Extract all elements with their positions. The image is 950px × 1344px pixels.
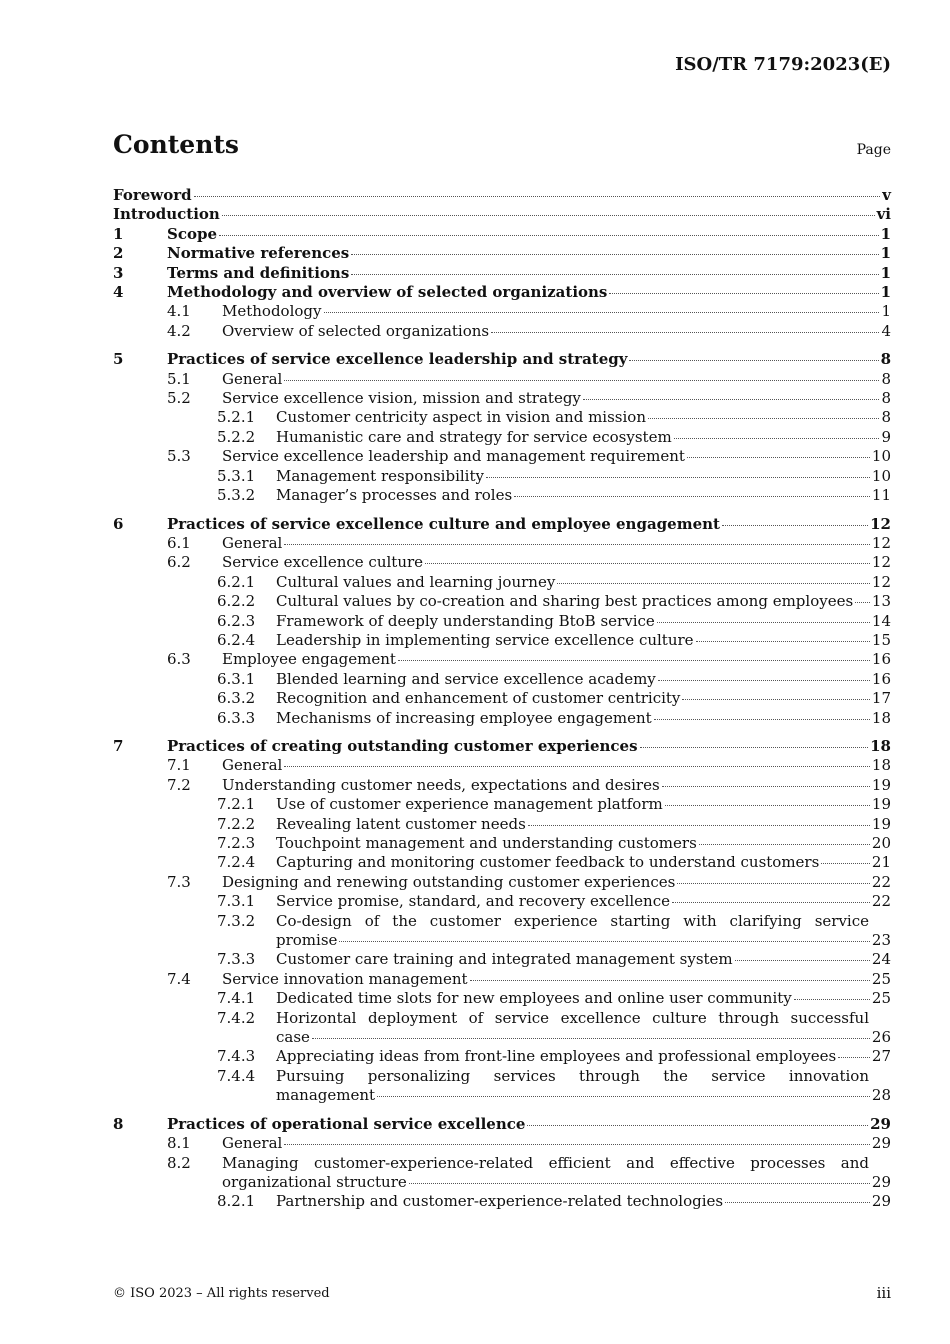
- toc-entry-title: Capturing and monitoring customer feedback to understand customers: [276, 853, 820, 872]
- toc-entry-title: Scope: [167, 224, 218, 243]
- toc-entry-title: Service innovation management: [222, 969, 468, 988]
- document-id-header: ISO/TR 7179:2023(E): [675, 54, 891, 75]
- toc-entry-number: 7.2.4: [217, 853, 256, 872]
- toc-entry-page: 1: [880, 283, 891, 302]
- toc-entry-number: 8.2: [167, 1153, 191, 1172]
- toc-entry-title: Co-design of the customer experience starting with clarifying service: [276, 911, 869, 930]
- toc-entry[interactable]: [113, 1154, 891, 1193]
- toc-entry[interactable]: [113, 853, 891, 872]
- toc-entry-number: 6.3.2: [217, 689, 256, 708]
- dot-leader: [284, 766, 870, 767]
- toc-entry-number: 5.2: [167, 389, 191, 408]
- dot-leader: [648, 418, 879, 419]
- toc-entry[interactable]: [113, 1192, 891, 1211]
- toc-entry[interactable]: [113, 670, 891, 689]
- toc-entry-page: 29: [870, 1114, 891, 1133]
- toc-entry-title: Mechanisms of increasing employee engagement: [276, 708, 652, 727]
- toc-entry-title: General: [222, 533, 283, 552]
- toc-entry-number: 7.3.1: [217, 892, 256, 911]
- toc-entry-number: 1: [113, 224, 124, 243]
- toc-entry-title: Dedicated time slots for new employees and online user community: [276, 989, 792, 1008]
- toc-entry-title: Use of customer experience management platform: [276, 795, 663, 814]
- toc-entry[interactable]: [113, 322, 891, 341]
- toc-entry-number: 5.2.1: [217, 408, 256, 427]
- toc-entry-title: Practices of service excellence culture and employee engagement: [167, 514, 720, 533]
- toc-entry-number: 6.3: [167, 650, 191, 669]
- toc-entry-number: 5.3.2: [217, 486, 256, 505]
- toc-entry-page: 11: [871, 486, 891, 505]
- toc-entry-title: Normative references: [167, 244, 350, 263]
- dot-leader: [324, 312, 880, 313]
- toc-entry-title: Employee engagement: [222, 650, 396, 669]
- toc-entry-page: 25: [871, 969, 891, 988]
- toc-entry-page: 19: [871, 814, 891, 833]
- toc-entry-number: 6.2.1: [217, 572, 256, 591]
- dot-leader: [583, 399, 880, 400]
- toc-entry[interactable]: [113, 515, 891, 534]
- page-column-label: Page: [856, 142, 891, 158]
- toc-entry-number: 7.4.1: [217, 989, 256, 1008]
- dot-leader: [609, 293, 878, 294]
- toc-entry-title: Horizontal deployment of service excellence culture through successful: [276, 1008, 869, 1027]
- toc-entry-page: 21: [871, 853, 891, 872]
- toc-entry-title: General: [222, 369, 283, 388]
- dot-leader: [528, 825, 870, 826]
- toc-entry-page: 12: [871, 572, 891, 591]
- toc-entry-title: Methodology and overview of selected organizations: [167, 283, 608, 302]
- dot-leader: [351, 254, 878, 255]
- table-of-contents: [113, 186, 891, 1212]
- toc-entry-number: 6.1: [167, 533, 191, 552]
- toc-entry-page: 24: [871, 950, 891, 969]
- dot-leader: [672, 902, 870, 903]
- toc-entry-title: Service promise, standard, and recovery excellence: [276, 892, 670, 911]
- toc-entry-page: 4: [881, 321, 891, 340]
- toc-entry-title: Service excellence vision, mission and strategy: [222, 389, 581, 408]
- toc-entry-page: 12: [871, 553, 891, 572]
- dot-leader: [735, 960, 870, 961]
- toc-entry-page: 28: [871, 1086, 891, 1105]
- toc-entry-page: 16: [871, 669, 891, 688]
- dot-leader: [677, 883, 870, 884]
- toc-entry[interactable]: [113, 186, 891, 205]
- toc-entry[interactable]: [113, 1134, 891, 1153]
- toc-entry-title: Foreword: [113, 186, 192, 204]
- toc-entry-title: Service excellence culture: [222, 553, 424, 572]
- toc-entry-page: 17: [871, 689, 891, 708]
- toc-entry[interactable]: [113, 573, 891, 592]
- dot-leader: [194, 196, 881, 197]
- toc-entry-title: Pursuing personalizing services through the service innovation: [276, 1066, 869, 1085]
- toc-entry-number: 6.3.3: [217, 708, 256, 727]
- toc-entry-title: Blended learning and service excellence academy: [276, 669, 656, 688]
- toc-entry-page: 29: [871, 1192, 891, 1211]
- toc-entry-title: Cultural values and learning journey: [276, 572, 556, 591]
- toc-entry-number: 5.2.2: [217, 427, 256, 446]
- toc-entry-page: 1: [880, 244, 891, 263]
- toc-entry[interactable]: [113, 1067, 891, 1106]
- toc-entry-page: 18: [871, 756, 891, 775]
- toc-entry-number: 8.2.1: [217, 1192, 256, 1211]
- toc-entry-title: Designing and renewing outstanding customer experiences: [222, 872, 676, 891]
- toc-entry[interactable]: [113, 592, 891, 611]
- toc-entry[interactable]: [113, 912, 891, 951]
- toc-entry-page: v: [882, 186, 891, 204]
- dot-leader: [514, 496, 870, 497]
- dot-leader: [722, 525, 868, 526]
- toc-entry[interactable]: [113, 650, 891, 669]
- toc-entry-title: Practices of operational service excellence: [167, 1114, 526, 1133]
- toc-entry-number: 7.3: [167, 872, 191, 891]
- toc-entry-page: vi: [876, 205, 891, 224]
- toc-entry-page: 22: [871, 892, 891, 911]
- toc-entry-number: 6.2: [167, 553, 191, 572]
- dot-leader: [284, 544, 870, 545]
- toc-entry[interactable]: [113, 370, 891, 389]
- dot-leader: [699, 844, 870, 845]
- toc-entry-page: 9: [881, 427, 891, 446]
- toc-entry-page: 14: [871, 611, 891, 630]
- toc-entry[interactable]: [113, 1009, 891, 1048]
- toc-entry[interactable]: [113, 408, 891, 427]
- toc-entry-number: 4: [113, 283, 124, 302]
- toc-entry-page: 10: [871, 466, 891, 485]
- toc-entry-title: Practices of service excellence leadership and strategy: [167, 350, 628, 369]
- dot-leader: [658, 680, 870, 681]
- toc-entry-page: 1: [881, 302, 891, 321]
- toc-entry[interactable]: [113, 612, 891, 631]
- toc-entry-title: Revealing latent customer needs: [276, 814, 526, 833]
- page-number: iii: [876, 1284, 891, 1302]
- toc-entry-title: Management responsibility: [276, 466, 484, 485]
- dot-leader: [219, 235, 879, 236]
- toc-entry-page: 19: [871, 795, 891, 814]
- dot-leader: [662, 786, 870, 787]
- dot-leader: [682, 699, 870, 700]
- toc-entry[interactable]: [113, 428, 891, 447]
- dot-leader: [284, 380, 879, 381]
- toc-entry-title: Humanistic care and strategy for service ecosystem: [276, 427, 672, 446]
- toc-entry[interactable]: [113, 205, 891, 224]
- toc-entry-number: 7.1: [167, 756, 191, 775]
- dot-leader: [687, 457, 870, 458]
- toc-entry-title: case: [276, 1028, 310, 1047]
- toc-entry[interactable]: [113, 873, 891, 892]
- toc-entry-number: 8: [113, 1114, 124, 1133]
- toc-entry-page: 26: [871, 1028, 891, 1047]
- dot-leader: [629, 360, 878, 361]
- toc-entry-page: 1: [880, 263, 891, 282]
- toc-entry[interactable]: [113, 795, 891, 814]
- toc-entry[interactable]: [113, 970, 891, 989]
- toc-entry-number: 3: [113, 263, 124, 282]
- toc-entry-page: 22: [871, 872, 891, 891]
- toc-entry-number: 7.3.3: [217, 950, 256, 969]
- dot-leader: [855, 602, 870, 603]
- toc-entry-title: Partnership and customer-experience-related technologies: [276, 1192, 724, 1211]
- toc-entry-number: 2: [113, 244, 124, 263]
- toc-entry-title: Recognition and enhancement of customer centricity: [276, 689, 681, 708]
- dot-leader: [640, 747, 869, 748]
- toc-entry-number: 4.2: [167, 321, 191, 340]
- toc-entry-number: 6.2.4: [217, 630, 256, 649]
- toc-entry-page: 19: [871, 775, 891, 794]
- toc-entry[interactable]: [113, 389, 891, 408]
- dot-leader: [674, 438, 880, 439]
- dot-leader: [339, 941, 870, 942]
- toc-entry[interactable]: [113, 467, 891, 486]
- copyright-footer: © ISO 2023 – All rights reserved: [113, 1286, 330, 1301]
- toc-entry-page: 18: [870, 736, 891, 755]
- dot-leader: [486, 477, 870, 478]
- toc-entry-title: Overview of selected organizations: [222, 321, 490, 340]
- dot-leader: [527, 1125, 868, 1126]
- dot-leader: [470, 980, 870, 981]
- toc-entry-number: 7.2.3: [217, 834, 256, 852]
- toc-entry[interactable]: [113, 631, 891, 650]
- toc-entry[interactable]: [113, 737, 891, 756]
- page-title: Contents: [113, 130, 240, 159]
- dot-leader: [665, 805, 870, 806]
- toc-entry-number: 7.2.1: [217, 795, 256, 814]
- dot-leader: [654, 719, 870, 720]
- toc-entry[interactable]: [113, 302, 891, 321]
- toc-entry-page: 1: [880, 224, 891, 243]
- toc-entry-page: 15: [871, 630, 891, 649]
- toc-entry-title: Customer centricity aspect in vision and mission: [276, 408, 646, 427]
- toc-entry-title: promise: [276, 931, 338, 950]
- toc-entry[interactable]: [113, 534, 891, 553]
- toc-entry[interactable]: [113, 225, 891, 244]
- toc-entry[interactable]: [113, 950, 891, 969]
- toc-entry-title: organizational structure: [222, 1172, 407, 1191]
- toc-entry-page: 29: [871, 1134, 891, 1153]
- toc-entry[interactable]: [113, 815, 891, 834]
- toc-entry[interactable]: [113, 447, 891, 466]
- toc-entry-number: 7.2: [167, 775, 191, 794]
- toc-entry-number: 6.3.1: [217, 669, 256, 688]
- toc-entry-title: Cultural values by co-creation and sharing best practices among employees: [276, 592, 854, 611]
- toc-entry-page: 8: [881, 389, 891, 408]
- toc-entry-number: 6: [113, 514, 124, 533]
- toc-entry-page: 10: [871, 447, 891, 466]
- toc-entry-title: Manager’s processes and roles: [276, 486, 513, 505]
- toc-entry-number: 5.3: [167, 447, 191, 466]
- toc-entry-title: Customer care training and integrated management system: [276, 950, 733, 969]
- toc-entry-page: 8: [881, 369, 891, 388]
- dot-leader: [351, 274, 878, 275]
- toc-entry[interactable]: [113, 776, 891, 795]
- toc-entry[interactable]: [113, 553, 891, 572]
- toc-entry-page: 23: [871, 931, 891, 950]
- toc-entry[interactable]: [113, 709, 891, 728]
- dot-leader: [398, 660, 870, 661]
- dot-leader: [284, 1144, 870, 1145]
- toc-entry-number: 6.2.3: [217, 611, 256, 630]
- toc-entry-page: 13: [871, 592, 891, 611]
- dot-leader: [425, 563, 870, 564]
- toc-entry-page: 12: [871, 533, 891, 552]
- toc-entry[interactable]: [113, 989, 891, 1008]
- toc-entry-title: General: [222, 756, 283, 775]
- toc-entry-title: General: [222, 1134, 283, 1153]
- toc-entry[interactable]: [113, 486, 891, 505]
- toc-entry[interactable]: [113, 756, 891, 775]
- toc-entry-page: 8: [880, 350, 891, 369]
- toc-entry-page: 8: [881, 408, 891, 427]
- toc-entry-page: 12: [870, 514, 891, 533]
- dot-leader: [696, 641, 870, 642]
- toc-entry[interactable]: [113, 1047, 891, 1066]
- toc-entry[interactable]: [113, 264, 891, 283]
- toc-entry-page: 16: [871, 650, 891, 669]
- toc-entry-title: Service excellence leadership and management requirement: [222, 447, 685, 466]
- toc-entry-page: 20: [871, 834, 891, 852]
- toc-entry[interactable]: [113, 350, 891, 369]
- toc-entry-title: Leadership in implementing service excellence culture: [276, 630, 694, 649]
- dot-leader: [794, 999, 870, 1000]
- toc-entry[interactable]: [113, 244, 891, 263]
- toc-entry[interactable]: [113, 1115, 891, 1134]
- toc-entry-number: 7.4: [167, 969, 191, 988]
- toc-entry-title: Appreciating ideas from front-line employees and professional employees: [276, 1047, 837, 1066]
- toc-entry[interactable]: [113, 892, 891, 911]
- dot-leader: [821, 863, 870, 864]
- dot-leader: [838, 1057, 870, 1058]
- toc-entry-page: 27: [871, 1047, 891, 1066]
- toc-entry-title: management: [276, 1086, 376, 1105]
- toc-entry-title: Managing customer-experience-related efficient and effective processes and: [222, 1153, 869, 1172]
- toc-entry-title: Framework of deeply understanding BtoB service: [276, 611, 655, 630]
- toc-entry-number: 7.4.3: [217, 1047, 256, 1066]
- toc-entry-number: 5: [113, 350, 124, 369]
- dot-leader: [312, 1038, 870, 1039]
- dot-leader: [222, 215, 875, 216]
- toc-entry-title: Touchpoint management and understanding customers: [276, 834, 697, 852]
- toc-entry-number: 4.1: [167, 302, 191, 321]
- dot-leader: [409, 1183, 870, 1184]
- toc-entry[interactable]: [113, 689, 891, 708]
- toc-entry-number: 7.4.4: [217, 1066, 256, 1085]
- toc-entry-number: 7.4.2: [217, 1008, 256, 1027]
- toc-entry-title: Understanding customer needs, expectations and desires: [222, 775, 660, 794]
- toc-entry-page: 25: [871, 989, 891, 1008]
- dot-leader: [725, 1202, 870, 1203]
- dot-leader: [491, 332, 879, 333]
- toc-entry-title: Practices of creating outstanding customer experiences: [167, 736, 638, 755]
- toc-entry-page: 29: [871, 1172, 891, 1191]
- toc-entry-number: 5.3.1: [217, 466, 256, 485]
- toc-entry-number: 7.2.2: [217, 814, 256, 833]
- toc-entry-number: 8.1: [167, 1134, 191, 1153]
- toc-entry-number: 5.1: [167, 369, 191, 388]
- toc-entry-title: Introduction: [113, 205, 220, 224]
- toc-entry-number: 7: [113, 736, 124, 755]
- toc-entry-page: 18: [871, 708, 891, 727]
- dot-leader: [377, 1096, 870, 1097]
- toc-entry-number: 7.3.2: [217, 911, 256, 930]
- toc-entry-title: Methodology: [222, 302, 322, 321]
- toc-entry[interactable]: [113, 834, 891, 853]
- toc-entry-number: 6.2.2: [217, 592, 256, 611]
- toc-entry-title: Terms and definitions: [167, 263, 350, 282]
- toc-entry[interactable]: [113, 283, 891, 302]
- dot-leader: [657, 622, 870, 623]
- dot-leader: [557, 583, 870, 584]
